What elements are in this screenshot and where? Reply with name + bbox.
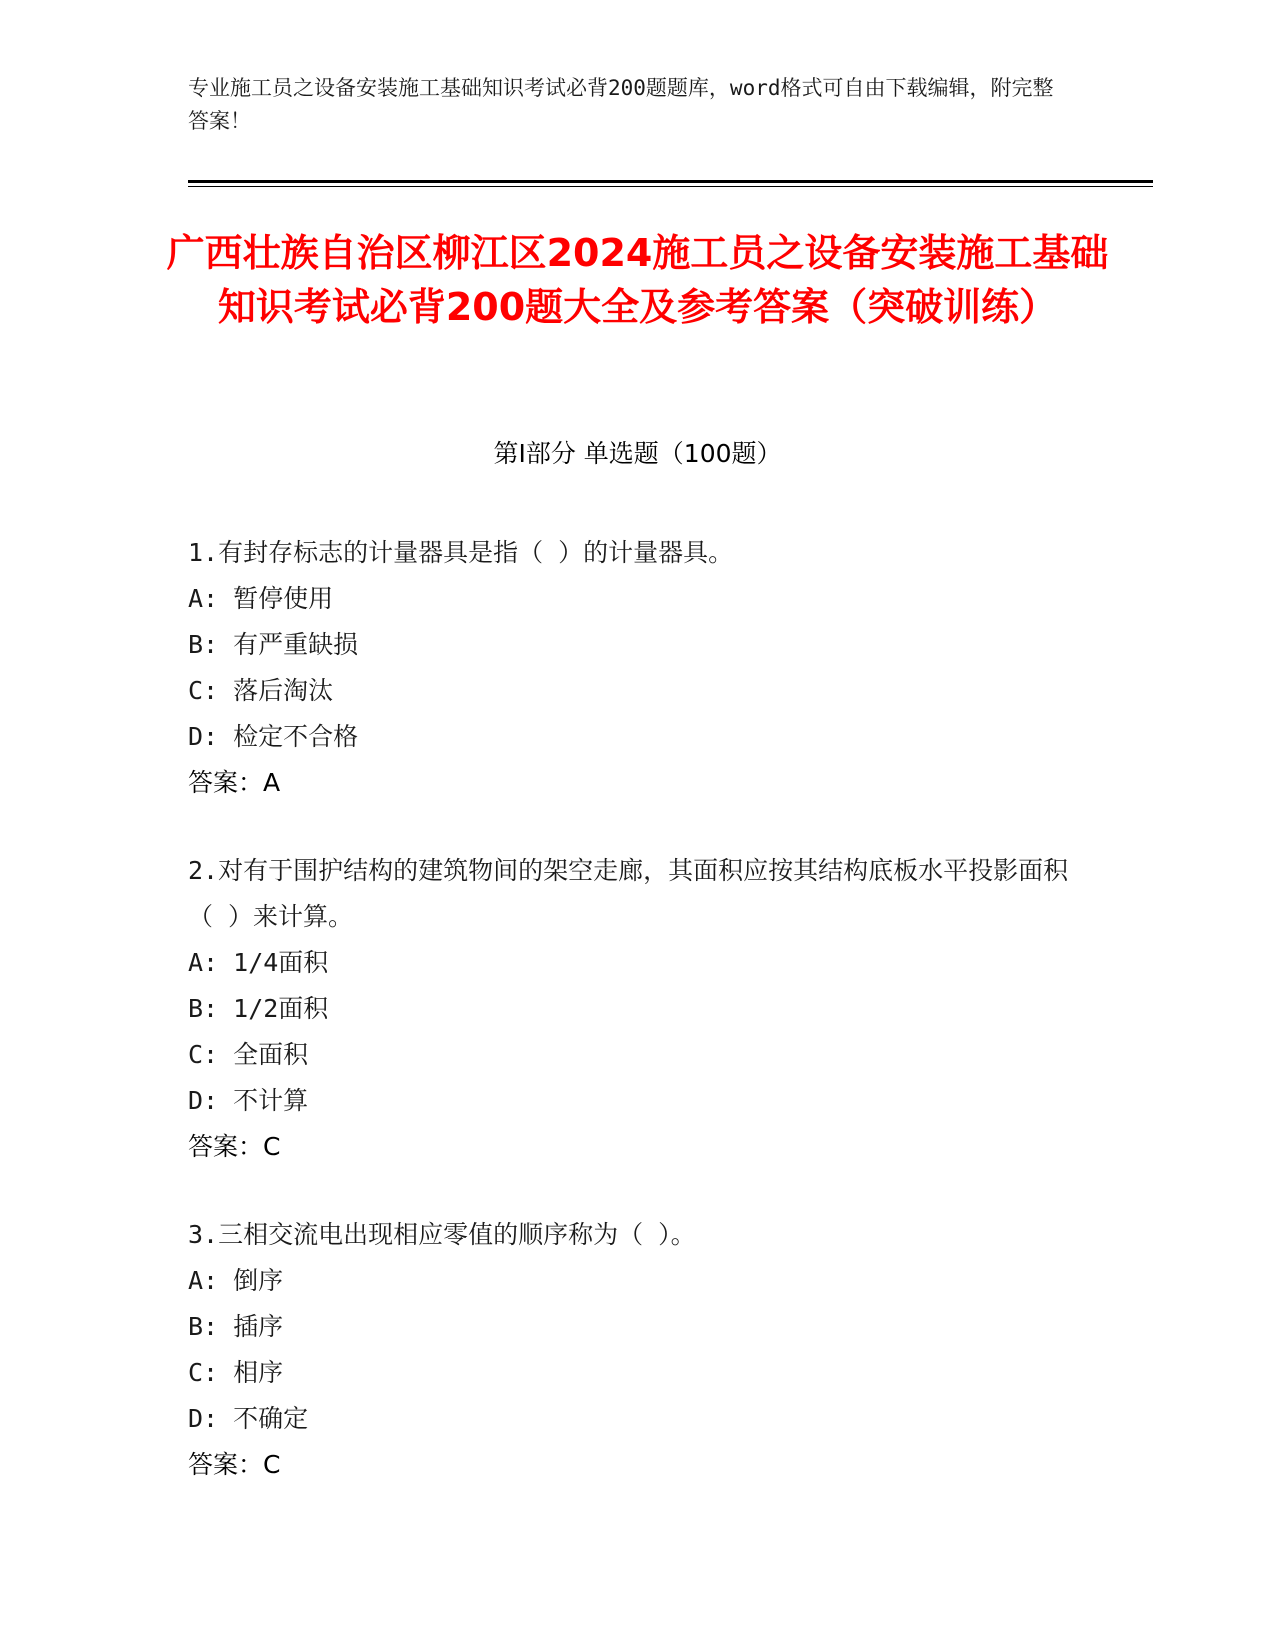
- option-a: A: 1/4面积: [188, 948, 329, 977]
- option-d: D: 不计算: [188, 1086, 309, 1115]
- document-title: 广西壮族自治区柳江区2024施工员之设备安装施工基础知识考试必背200题大全及参考答案（突破训练）: [166, 231, 1109, 329]
- option-c: C: 相序: [188, 1358, 284, 1387]
- option-c: C: 落后淘汰: [188, 676, 334, 705]
- header-divider-thick: [188, 180, 1153, 183]
- option-b: B: 有严重缺损: [188, 630, 359, 659]
- answer: 答案：C: [188, 1450, 281, 1479]
- option-b: B: 1/2面积: [188, 994, 329, 1023]
- question-2: [188, 848, 1088, 1170]
- question-stem: 3.三相交流电出现相应零值的顺序称为（ ）。: [188, 1220, 696, 1249]
- answer: 答案：C: [188, 1132, 281, 1161]
- option-d: D: 检定不合格: [188, 722, 359, 751]
- header-divider-thin: [188, 186, 1153, 187]
- option-b: B: 插序: [188, 1312, 284, 1341]
- question-3: [188, 1212, 1088, 1488]
- option-a: A: 暂停使用: [188, 584, 334, 613]
- question-stem: 1.有封存标志的计量器具是指（ ）的计量器具。: [188, 538, 734, 567]
- question-1: [188, 530, 1088, 806]
- option-c: C: 全面积: [188, 1040, 309, 1069]
- header-note: 专业施工员之设备安装施工基础知识考试必背200题题库，word格式可自由下载编辑，附完整答案！: [188, 76, 1054, 133]
- option-a: A: 倒序: [188, 1266, 284, 1295]
- section-heading: 第Ⅰ部分 单选题（100题）: [493, 439, 782, 468]
- answer: 答案：A: [188, 768, 281, 797]
- option-d: D: 不确定: [188, 1404, 309, 1433]
- question-stem: 2.对有于围护结构的建筑物间的架空走廊，其面积应按其结构底板水平投影面积（ ）来计算。: [188, 856, 1069, 931]
